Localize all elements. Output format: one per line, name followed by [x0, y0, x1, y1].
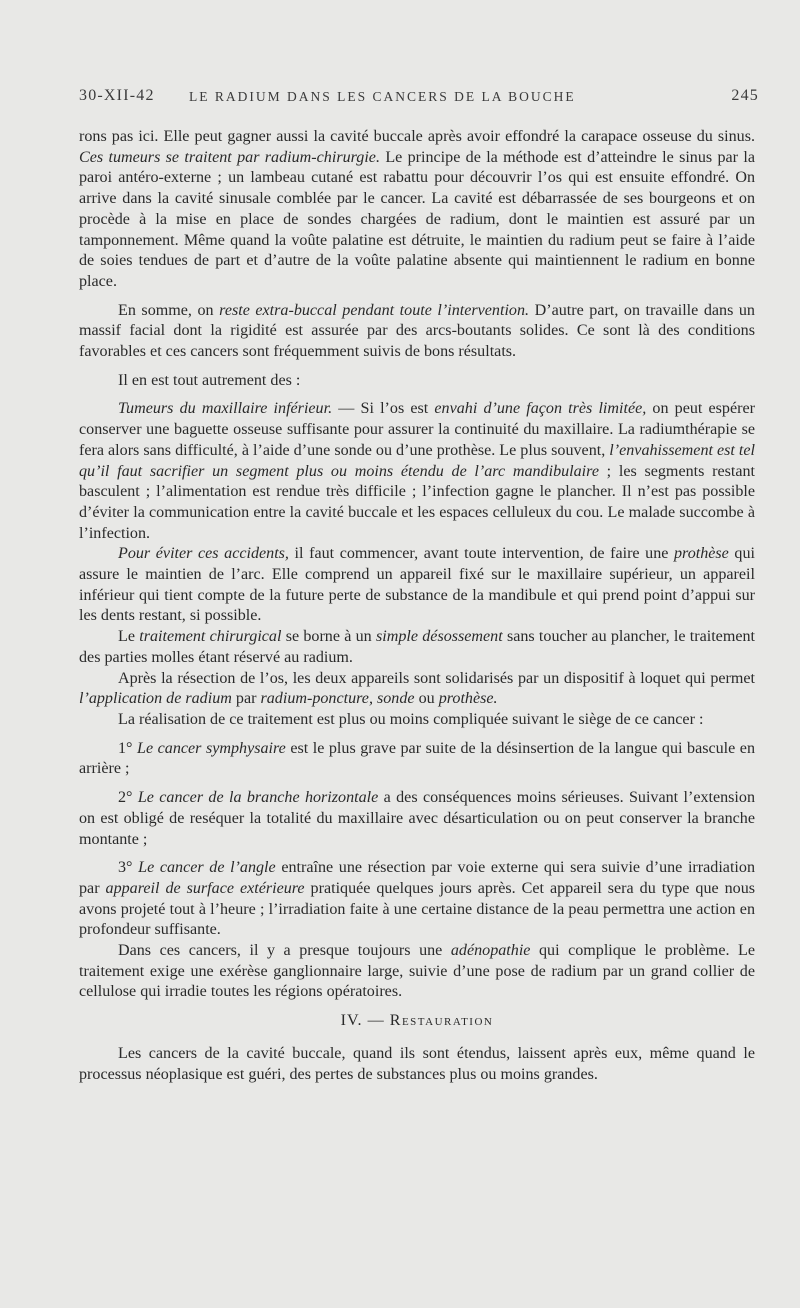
paragraph: rons pas ici. Elle peut gagner aussi la cavité buccale après avoir effondré la carapace osseuse du sinus. Ces tumeurs se traitent par radium-chirurgie. Le principe de la méthode est d’atteindre le sinus par la paroi antéro-externe ; un lambeau cutané est rabattu pour découvrir l’os qui est ensuite effondré. On arrive dans la cavité sinusale comblée par le cancer. La cavité est débarrassée de ses bourgeons et on procède à la mise en place de sondes chargées de radium, dont le maintien est assuré par un tamponnement. Même quand la voûte palatine est détruite, le maintien du radium peut se faire à l’aide de soies tendues de part et d’autre de la voûte palatine absente qui maintiennent le radium en bonne place.: [79, 128, 755, 290]
list-item: 2° Le cancer de la branche horizontale a des conséquences moins sérieuses. Suivant l’extension on est obligé de reséquer la totalité du maxillaire avec désarticulation ou on peut conserver la branche montante ;: [79, 789, 756, 848]
section-heading: IV. — Restauration: [340, 1012, 494, 1030]
paragraph: Après la résection de l’os, les deux appareils sont solidarisés par un dispositif à loquet qui permet l’application de radium par radium-poncture, sonde ou prothèse.: [79, 669, 755, 708]
paragraph: En somme, on reste extra-buccal pendant toute l’intervention. D’autre part, on travaille dans un massif facial dont la rigidité est assurée par des arcs-boutants solides. Ce sont là des conditions favorables et ces cancers sont fréquemment suivis de bons résultats.: [79, 301, 755, 361]
running-header: [79, 87, 759, 111]
paragraph: Dans ces cancers, il y a presque toujours une adénopathie qui complique le problème. Le traitement exige une exérèse ganglionnaire large, suivie d’une pose de radium par un grand collier de cellulose qui irradie toutes les régions opératoires.: [79, 942, 755, 1001]
paragraph: La réalisation de ce traitement est plus ou moins compliquée suivant le siège de ce cancer :: [118, 710, 704, 728]
list-item: 1° Le cancer symphysaire est le plus grave par suite de la désinsertion de la langue qui bascule en arrière ;: [79, 739, 755, 778]
paragraph: Les cancers de la cavité buccale, quand ils sont étendus, laissent après eux, même quand le processus néoplasique est guéri, des pertes de substances plus ou moins grandes.: [79, 1044, 755, 1083]
paragraph: Tumeurs du maxillaire inférieur. — Si l’os est envahi d’une façon très limitée, on peut espérer conserver une baguette osseuse suffisante pour assurer la continuité du maxillaire. La radiumthérapie se fera alors sans difficulté, à l’aide d’une sonde ou d’une prothèse. Le plus souvent, l’envahissement est tel qu’il faut sacrifier un segment plus ou moins étendu de l’arc mandibulaire ; les segments restant basculent ; l’alimentation est rendue très difficile ; l’infection gagne le plancher. Il n’est pas possible d’éviter la communication entre la cavité buccale et les espaces celluleux du cou. Le malade succombe à l’infection.: [79, 400, 755, 542]
page-body: [79, 127, 755, 1085]
paragraph: Pour éviter ces accidents, il faut commencer, avant toute intervention, de faire une prothèse qui assure le maintien de l’arc. Elle comprend un appareil fixé sur le maxillaire supérieur, un appareil inférieur qui tient compte de la future perte de substance de la mandibule et qui prend point d’appui sur les dents restant, si possible.: [79, 545, 755, 625]
page-number: 245: [731, 87, 759, 104]
paragraph: Il en est tout autrement des :: [118, 371, 301, 389]
issue-date: 30-XII-42: [79, 87, 155, 104]
running-title: LE RADIUM DANS LES CANCERS DE LA BOUCHE: [189, 89, 576, 104]
paragraph: Le traitement chirurgical se borne à un simple désossement sans toucher au plancher, le traitement des parties molles étant réservé au radium.: [79, 628, 756, 666]
list-item: 3° Le cancer de l’angle entraîne une résection par voie externe qui sera suivie d’une irradiation par appareil de surface extérieure pratiquée quelques jours après. Cet appareil sera du type que nous avons projeté tout à l’heure ; l’irradiation faite à une certaine distance de la peau permettra une action en profondeur suffisante.: [79, 859, 756, 939]
